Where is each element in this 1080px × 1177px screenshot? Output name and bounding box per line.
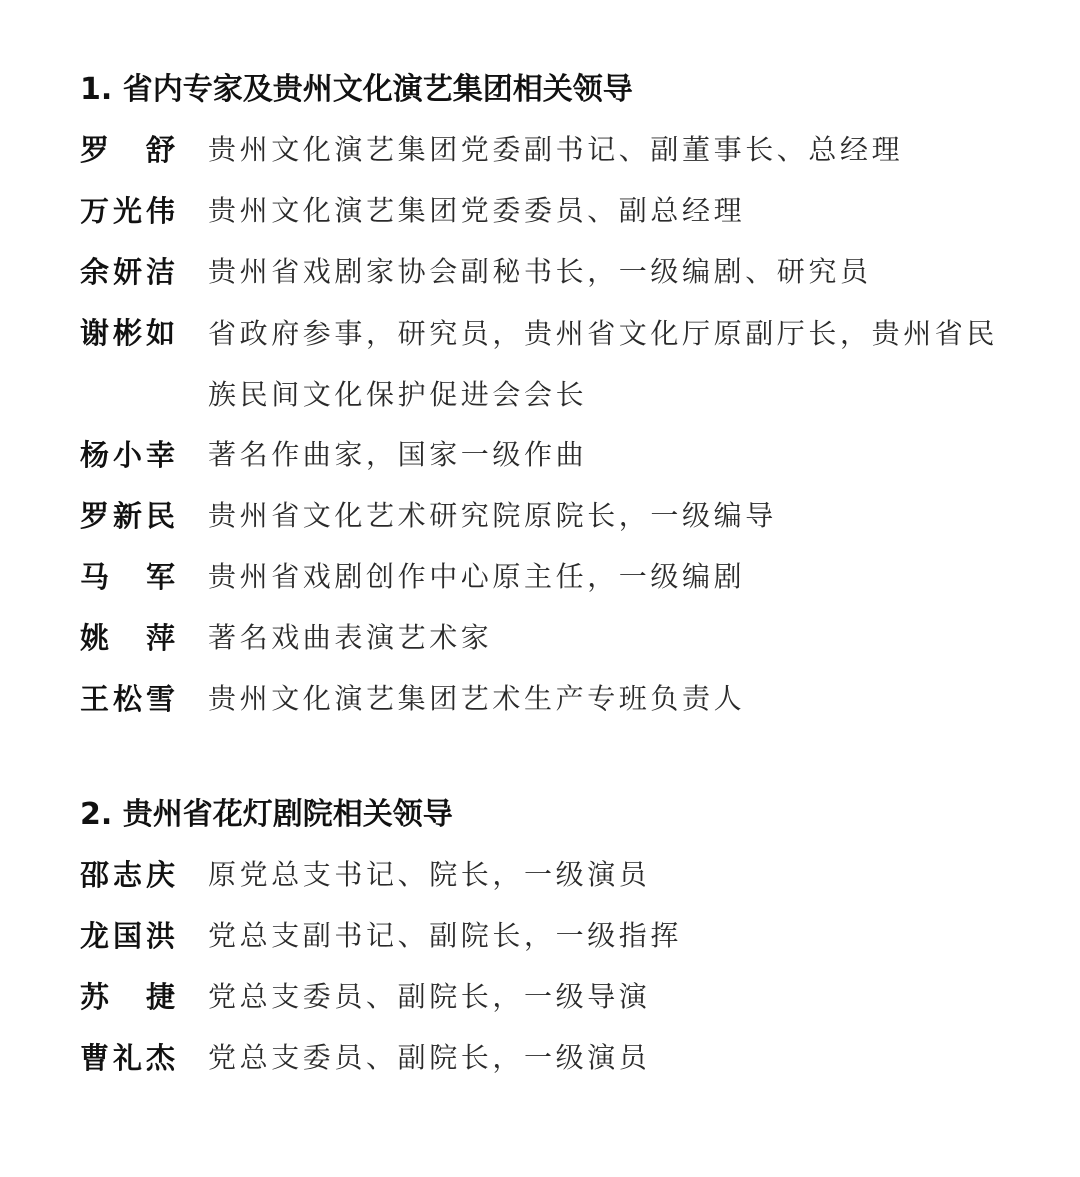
list-item <box>80 433 1040 477</box>
person-name: 苏 捷 <box>80 980 175 1014</box>
person-name: 罗 舒 <box>80 133 175 167</box>
person-title: 贵州文化演艺集团党委委员、副总经理 <box>208 194 746 227</box>
person-name: 万光伟 <box>80 194 175 228</box>
list-item <box>80 616 1040 660</box>
list-item <box>80 494 1040 538</box>
person-name: 谢彬如 <box>80 316 175 350</box>
person-title: 党总支委员、副院长，一级导演 <box>208 980 651 1013</box>
person-name: 姚 萍 <box>80 621 175 655</box>
list-item <box>80 1036 1040 1080</box>
person-title: 省政府参事，研究员，贵州省文化厅原副厅长，贵州省民族民间文化保护促进会会长 <box>208 317 999 411</box>
section-title: 1. 省内专家及贵州文化演艺集团相关领导 <box>80 72 633 107</box>
list-item <box>80 555 1040 599</box>
person-title: 原党总支书记、院长，一级演员 <box>208 858 651 891</box>
person-name: 王松雪 <box>80 682 175 716</box>
person-title: 著名作曲家，国家一级作曲 <box>208 438 588 471</box>
document-body <box>80 68 1040 1080</box>
person-title: 贵州文化演艺集团党委副书记、副董事长、总经理 <box>208 133 904 166</box>
person-name: 邵志庆 <box>80 858 175 892</box>
person-name: 马 军 <box>80 560 175 594</box>
person-name: 龙国洪 <box>80 919 175 953</box>
list-item <box>80 189 1040 233</box>
person-name: 曹礼杰 <box>80 1041 175 1075</box>
person-title: 贵州省戏剧创作中心原主任，一级编剧 <box>208 560 746 593</box>
list-item <box>80 250 1040 294</box>
person-title: 党总支副书记、副院长，一级指挥 <box>208 919 683 952</box>
list-item <box>80 128 1040 172</box>
section-title: 2. 贵州省花灯剧院相关领导 <box>80 797 453 832</box>
person-name: 余妍洁 <box>80 255 175 289</box>
person-title: 贵州文化演艺集团艺术生产专班负责人 <box>208 682 746 715</box>
list-item <box>80 853 1040 897</box>
section-huadeng-theatre <box>80 793 1040 1080</box>
list-item <box>80 975 1040 1019</box>
person-name: 罗新民 <box>80 499 175 533</box>
list-item <box>80 677 1040 721</box>
list-item <box>80 914 1040 958</box>
person-title: 贵州省戏剧家协会副秘书长，一级编剧、研究员 <box>208 255 872 288</box>
list-item <box>80 311 1040 416</box>
person-title: 著名戏曲表演艺术家 <box>208 621 493 654</box>
section-provincial-experts <box>80 68 1040 721</box>
person-title: 贵州省文化艺术研究院原院长，一级编导 <box>208 499 777 532</box>
person-title: 党总支委员、副院长，一级演员 <box>208 1041 651 1074</box>
person-name: 杨小幸 <box>80 438 175 472</box>
